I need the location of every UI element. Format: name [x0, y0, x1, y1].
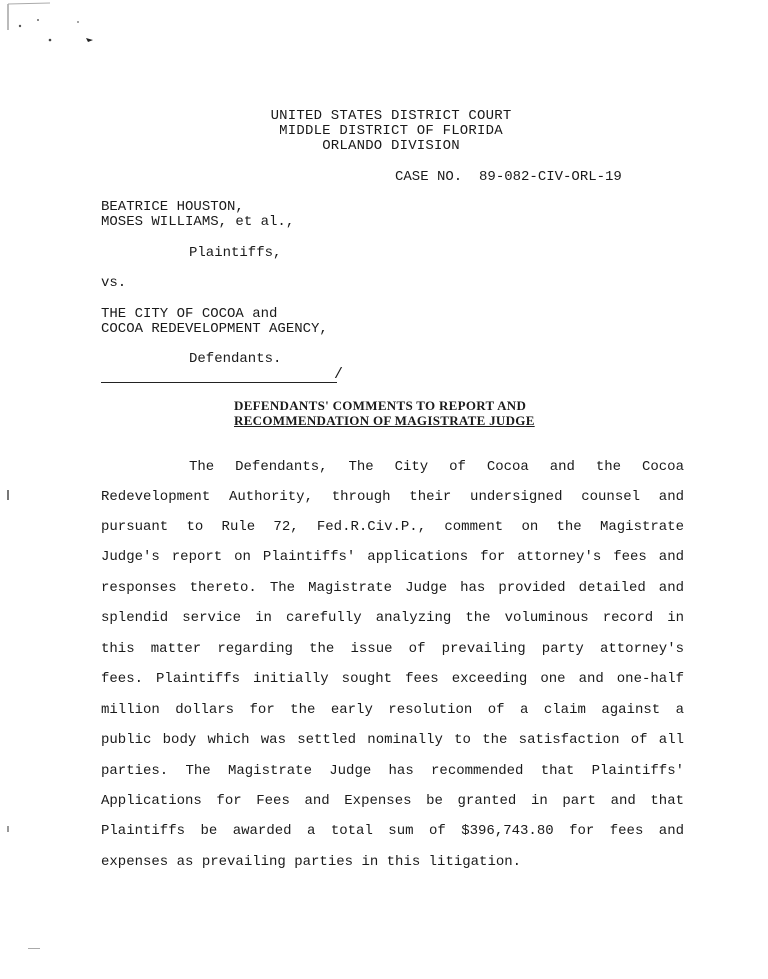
versus: vs. — [101, 275, 127, 291]
court-district: MIDDLE DISTRICT OF FLORIDA — [279, 123, 503, 139]
plaintiffs-label: Plaintiffs, — [189, 245, 282, 261]
court-name: UNITED STATES DISTRICT COURT — [270, 108, 512, 124]
body-line: responses thereto. The Magistrate Judge has provided detailed and — [101, 580, 684, 596]
body-line: splendid service in carefully analyzing the voluminous record in — [101, 610, 684, 626]
body-line: Plaintiffs be awarded a total sum of $396,743.80 for fees and — [101, 823, 684, 839]
plaintiff-names-2: MOSES WILLIAMS, et al., — [101, 214, 295, 230]
body-line: parties. The Magistrate Judge has recommended that Plaintiffs' — [101, 763, 684, 779]
body-line: expenses as prevailing parties in this litigation. — [101, 854, 522, 870]
body-line: million dollars for the early resolution of a claim against a — [101, 702, 684, 718]
body-line: fees. Plaintiffs initially sought fees exceeding one and one-half — [101, 671, 684, 687]
defendant-names-2: COCOA REDEVELOPMENT AGENCY, — [101, 321, 328, 337]
body-line: public body which was settled nominally to the satisfaction of all — [101, 732, 684, 748]
document-title-1: DEFENDANTS' COMMENTS TO REPORT AND — [234, 398, 527, 413]
court-division: ORLANDO DIVISION — [322, 138, 460, 154]
plaintiff-names-1: BEATRICE HOUSTON, — [101, 199, 244, 215]
body-line: Applications for Fees and Expenses be granted in part and that — [101, 793, 684, 809]
document-title-2: RECOMMENDATION OF MAGISTRATE JUDGE — [234, 413, 535, 428]
body-line: this matter regarding the issue of prevailing party attorney's — [101, 641, 684, 657]
scan-speck — [7, 826, 9, 832]
body-line: pursuant to Rule 72, Fed.R.Civ.P., comment on the Magistrate — [101, 519, 684, 535]
defendant-names-1: THE CITY OF COCOA and — [101, 306, 278, 322]
body-line: Redevelopment Authority, through their undersigned counsel and — [101, 489, 684, 505]
scan-speck — [28, 948, 40, 949]
caption-divider-slash: / — [334, 366, 344, 383]
caption-divider — [101, 382, 337, 383]
body-line: Judge's report on Plaintiffs' applications for attorney's fees and — [101, 549, 684, 565]
defendants-label: Defendants. — [189, 351, 282, 367]
case-number: CASE NO. 89-082-CIV-ORL-19 — [395, 169, 622, 185]
body-line: The Defendants, The City of Cocoa and the Cocoa — [189, 459, 684, 475]
scan-speck — [7, 490, 9, 500]
scan-artifact — [0, 0, 110, 60]
